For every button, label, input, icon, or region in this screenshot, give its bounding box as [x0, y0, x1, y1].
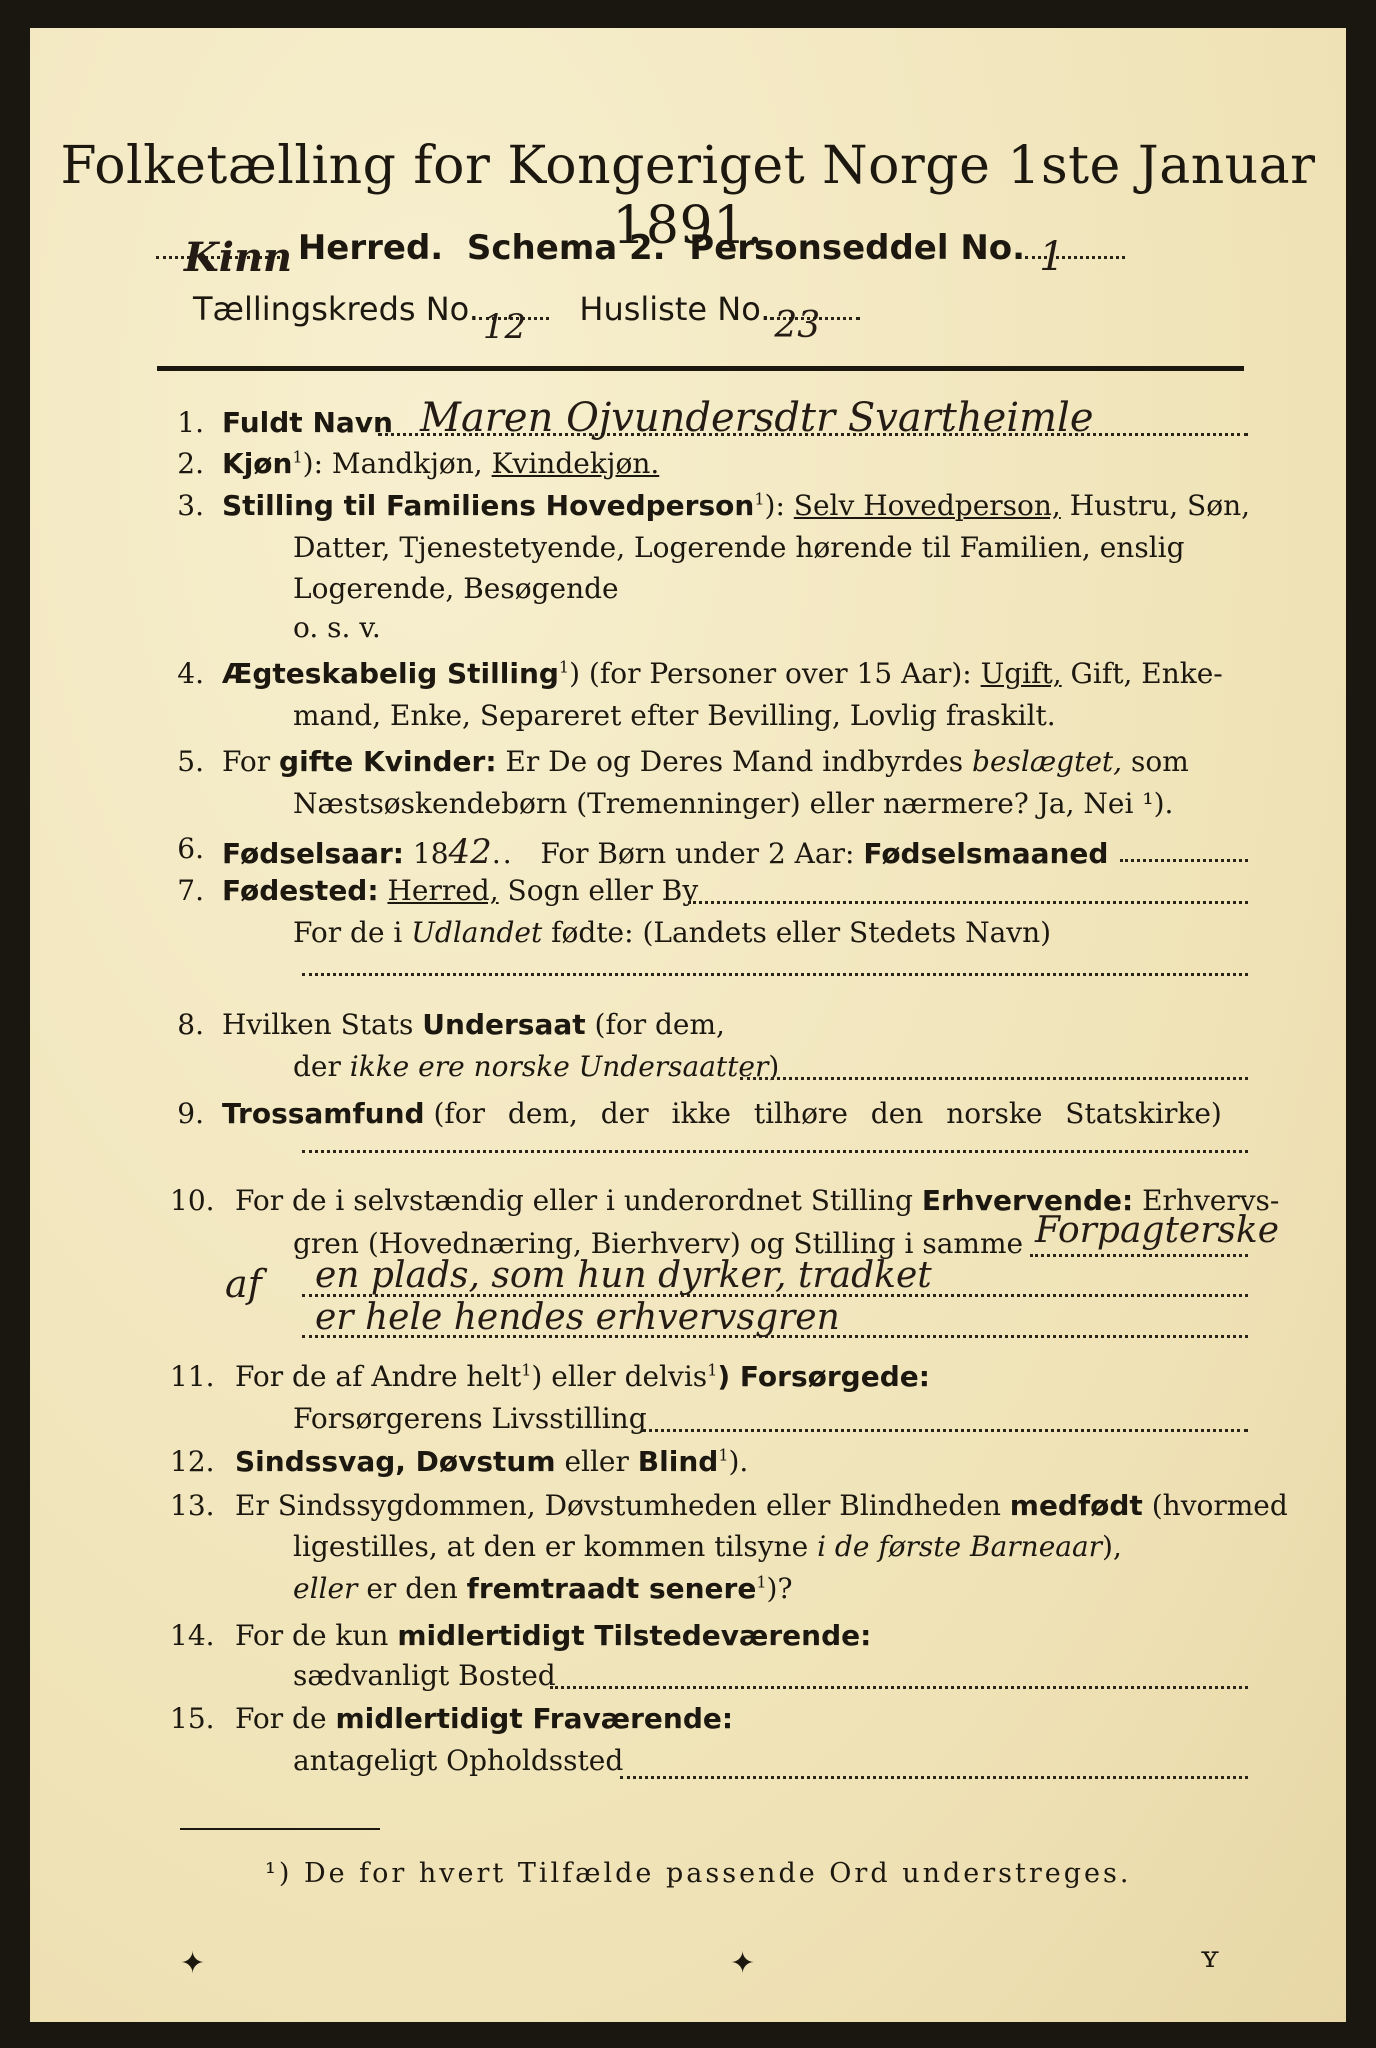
- field-14-line: [550, 1686, 1248, 1689]
- field-7-line: [688, 901, 1248, 904]
- header-rule: [157, 366, 1244, 371]
- field-8: Hvilken Stats Undersaat (for dem,: [222, 1008, 725, 1042]
- field-11-line-2: Forsørgerens Livsstilling: [293, 1402, 647, 1436]
- position-choice: Selv Hovedperson,: [793, 488, 1061, 522]
- full-name-value: Maren Ojvundersdtr Svartheimle: [420, 394, 1094, 441]
- field-7-line-2: For de i Udlandet fødte: (Landets eller Stedets Navn): [293, 915, 1052, 949]
- field-6: Fødselsaar: 1842.. For Børn under 2 Aar: Fødselsmaaned: [222, 832, 1109, 873]
- field-10: For de i selvstændig eller i underordnet Stilling Erhvervende: Erhvervs-: [235, 1183, 1280, 1217]
- field-11: For de af Andre helt$^1$) eller delvis$^1$) Forsørgede:: [235, 1360, 930, 1394]
- field-10-number: 10.: [170, 1183, 215, 1217]
- field-13-label: medfødt: [1009, 1488, 1143, 1522]
- corner-mark-right: ʏ: [1200, 1940, 1220, 1975]
- field-11-line: [642, 1429, 1248, 1432]
- form-title: Folketælling for Kongeriget Norge 1ste Januar 1891.: [60, 136, 1316, 256]
- field-11-number: 11.: [170, 1360, 215, 1394]
- field-5-label: gifte Kvinder:: [279, 744, 497, 778]
- herred-value: Kinn: [184, 234, 293, 281]
- field-14-label: midlertidigt Tilstedeværende:: [397, 1618, 872, 1652]
- schema-label: Schema 2.: [466, 228, 666, 268]
- field-9: Trossamfund (for dem, der ikke tilhøre den norske Statskirke): [222, 1096, 1222, 1130]
- occupation-value-2: en plads, som hun dyrker, tradket: [315, 1255, 932, 1297]
- field-6-label-2: Fødselsmaaned: [863, 837, 1109, 871]
- personseddel-label: Personseddel No.: [689, 228, 1026, 268]
- field-1-label: Fuldt Navn: [222, 405, 393, 439]
- field-6-line: [1120, 859, 1248, 862]
- field-7-label: Fødested:: [222, 874, 379, 908]
- marital-choice: Ugift,: [980, 657, 1062, 691]
- field-15-line: [620, 1776, 1248, 1779]
- field-2: Kjøn$^1$): Mandkjøn, Kvindekjøn.: [222, 447, 660, 481]
- field-3-line-4: o. s. v.: [293, 610, 381, 644]
- husliste-value: 23: [774, 305, 821, 346]
- field-4-line-2: mand, Enke, Separeret efter Bevilling, Lovlig fraskilt.: [293, 699, 1056, 733]
- field-15-line-2: antageligt Opholdssted: [293, 1744, 624, 1777]
- field-3-number: 3.: [177, 488, 204, 522]
- field-15-label: midlertidigt Fraværende:: [335, 1702, 734, 1736]
- occupation-margin-note: af: [225, 1261, 262, 1306]
- field-15: For de midlertidigt Fraværende:: [235, 1702, 734, 1736]
- field-3: Stilling til Familiens Hovedperson$^1$): Selv Hovedperson, Hustru, Søn,: [222, 488, 1251, 522]
- field-8-line: [740, 1077, 1248, 1080]
- field-4-number: 4.: [177, 657, 204, 691]
- field-9-label: Trossamfund: [222, 1096, 425, 1130]
- field-5-number: 5.: [177, 744, 204, 778]
- field-10-label: Erhvervende:: [921, 1183, 1134, 1217]
- field-9-line: [302, 1150, 1248, 1153]
- field-8-label: Undersaat: [422, 1008, 586, 1042]
- field-8-line-2: der ikke ere norske Undersaatter): [293, 1050, 780, 1084]
- field-9-number: 9.: [177, 1096, 204, 1130]
- birthplace-choice: Herred,: [387, 874, 499, 908]
- footnote-rule: [180, 1828, 380, 1830]
- field-3-line-3: Logerende, Besøgende: [293, 572, 619, 606]
- header-line-herred: [156, 228, 1125, 281]
- field-1: [222, 406, 393, 439]
- kreds-label: Tællingskreds No.: [193, 290, 479, 328]
- field-6-label: Fødselsaar:: [222, 837, 404, 871]
- field-13-line-3: eller er den fremtraadt senere$^1$)?: [293, 1572, 793, 1606]
- birth-year-value: 42: [448, 832, 492, 873]
- field-10-line-2: gren (Hovednæring, Bierhverv) og Stilling i samme: [293, 1226, 1024, 1260]
- field-8-number: 8.: [177, 1008, 204, 1042]
- field-13: Er Sindssygdommen, Døvstumheden eller Blindheden medfødt (hvormed: [235, 1488, 1288, 1522]
- field-12-label: Sindssvag, Døvstum: [235, 1444, 556, 1478]
- field-7-line-3: [302, 973, 1248, 976]
- personseddel-value: 1: [1039, 234, 1065, 280]
- field-2-number: 2.: [177, 447, 204, 481]
- field-15-number: 15.: [170, 1702, 215, 1736]
- kreds-value: 12: [482, 307, 527, 347]
- field-4: Ægteskabelig Stilling$^1$) (for Personer over 15 Aar): Ugift, Gift, Enke-: [222, 657, 1223, 691]
- header-line-kreds: [193, 290, 860, 347]
- field-2-label: Kjøn: [222, 447, 293, 481]
- field-14-number: 14.: [170, 1618, 215, 1652]
- field-11-label: ) Forsørgede:: [717, 1360, 930, 1394]
- herred-label: Herred.: [297, 228, 444, 268]
- census-form: [30, 28, 1346, 2022]
- occupation-value-1: Forpagterske: [1035, 1210, 1280, 1252]
- field-14: For de kun midlertidigt Tilstedeværende:: [235, 1618, 872, 1652]
- field-12: Sindssvag, Døvstum eller Blind$^1$).: [235, 1444, 749, 1478]
- field-6-number: 6.: [177, 832, 204, 866]
- field-13-number: 13.: [170, 1488, 215, 1522]
- field-5: For gifte Kvinder: Er De og Deres Mand indbyrdes beslægtet, som: [222, 744, 1189, 778]
- field-13-line-2: ligestilles, at den er kommen tilsyne i de første Barneaar),: [293, 1530, 1122, 1564]
- field-12-number: 12.: [170, 1444, 215, 1478]
- husliste-label: Husliste No.: [579, 290, 771, 328]
- field-14-line-2: sædvanligt Bosted: [293, 1658, 556, 1692]
- corner-mark-center: ✦: [730, 1946, 756, 1981]
- corner-mark-left: ✦: [180, 1946, 206, 1981]
- gender-choice: Kvindekjøn.: [491, 447, 660, 481]
- field-1-number: 1.: [177, 405, 204, 439]
- field-7: Fødested: Herred, Sogn eller By: [222, 874, 699, 908]
- occupation-value-3: er hele hendes erhvervsgren: [315, 1296, 840, 1338]
- footnote: ¹) De for hvert Tilfælde passende Ord understreges.: [265, 1858, 1132, 1889]
- field-5-line-2: Næstsøskendebørn (Tremenninger) eller nærmere? Ja, Nei ¹).: [293, 786, 1174, 820]
- field-3-line-2: Datter, Tjenestetyende, Logerende hørende til Familien, enslig: [293, 530, 1185, 564]
- field-7-number: 7.: [177, 874, 204, 908]
- field-4-label: Ægteskabelig Stilling: [222, 657, 559, 691]
- field-3-label: Stilling til Familiens Hovedperson: [222, 488, 755, 522]
- field-10-line-a: [1030, 1254, 1248, 1257]
